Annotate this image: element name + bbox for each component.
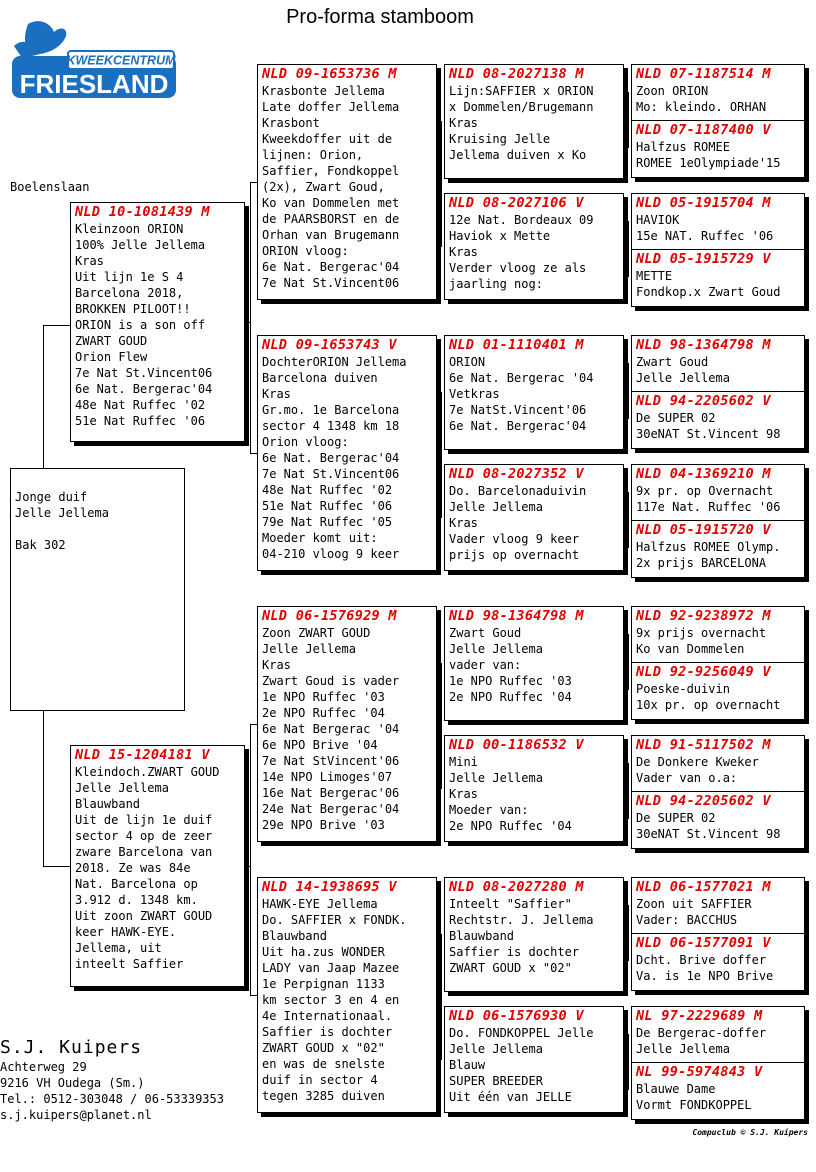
dove-icon	[14, 21, 66, 58]
gen4-box-15	[631, 1006, 805, 1062]
info-line: Kras	[262, 387, 291, 401]
info-line: Uit lijn 1e S 4	[75, 270, 184, 284]
info-line: 6e Nat. Bergerac'04	[262, 451, 400, 465]
ring-number: NLD 15-1204181 V	[75, 747, 210, 763]
info-line: 04-210 vloog 9 keer	[262, 547, 400, 561]
owner-phone: Tel.: 0512-303048 / 06-53339353	[0, 1092, 224, 1106]
info-line: Verder vloog ze als	[449, 261, 587, 275]
connector-line	[441, 663, 442, 789]
info-line: 6e Nat. Bergerac'04	[449, 419, 587, 433]
info-line: Vader vloog 9 keer	[449, 532, 580, 546]
grandsire-paternal-box	[257, 64, 437, 300]
info-line: Orion vloog:	[262, 435, 349, 449]
info-line: Ko van Dommelen	[636, 642, 745, 656]
connector-line	[628, 634, 629, 690]
info-line: keer HAWK-EYE.	[75, 925, 177, 939]
ring-number: NLD 07-1187514 M	[636, 66, 771, 82]
ring-number: NLD 05-1915720 V	[636, 522, 771, 538]
connector-line	[43, 325, 70, 326]
ring-number: NLD 14-1938695 V	[262, 879, 397, 895]
connector-line	[43, 866, 70, 867]
info-line: Jellema duiven x Ko	[449, 148, 587, 162]
connector-line	[628, 221, 629, 277]
info-line: DochterORION Jellema	[262, 355, 407, 369]
info-line: Dcht. Brive doffer	[636, 953, 767, 967]
ring-number: NLD 08-2027138 M	[449, 66, 584, 82]
info-line: Jelle Jellema	[636, 1042, 730, 1056]
gen4-box-9	[631, 606, 805, 662]
info-line: ZWART GOUD x "02"	[449, 961, 572, 975]
info-line: Kras	[449, 787, 478, 801]
info-line: sector 4 op de zeer	[75, 829, 213, 843]
info-line: Kras	[75, 254, 104, 268]
ring-number: NLD 09-1653743 V	[262, 337, 397, 353]
gen4-pair-4	[631, 464, 805, 578]
info-line: ZWART GOUD x "02"	[262, 1041, 385, 1055]
info-line: ZWART GOUD	[75, 334, 148, 348]
ring-number: NLD 08-2027106 V	[449, 195, 584, 211]
ring-number: NLD 91-5117502 M	[636, 737, 771, 753]
info-line: 24e Nat Bergerac'04	[262, 802, 400, 816]
info-line: HAWK-EYE Jellema	[262, 897, 378, 911]
info-line: Mo: kleindo. ORHAN	[636, 100, 767, 114]
info-line: Inteelt "Saffier"	[449, 897, 572, 911]
info-line: Blauwband	[262, 929, 328, 943]
info-line: 9x prijs overnacht	[636, 626, 767, 640]
info-line: tegen 3285 duiven	[262, 1089, 385, 1103]
info-line: Halfzus ROMEE	[636, 140, 730, 154]
info-line: 15e NAT. Ruffec '06	[636, 229, 774, 243]
connector-line	[441, 121, 442, 247]
info-line	[15, 521, 180, 537]
info-line: Zwart Goud is vader	[262, 674, 400, 688]
info-line: Barcelona 2018,	[75, 286, 184, 300]
info-line: Uit de lijn 1e duif	[75, 813, 213, 827]
info-line: 30eNAT St.Vincent 98	[636, 827, 781, 841]
ring-number: NLD 01-1110401 M	[449, 337, 584, 353]
page-title: Pro-forma stamboom	[286, 6, 474, 28]
info-line: ORION	[449, 355, 486, 369]
gen4-pair-1	[631, 64, 805, 178]
info-line: Orion Flew	[75, 350, 148, 364]
info-line: Blauw	[449, 1058, 486, 1072]
info-line: 51e Nat Ruffec '06	[75, 414, 206, 428]
info-line: 48e Nat Ruffec '02	[262, 483, 393, 497]
info-line: 16e Nat Bergerac'06	[262, 786, 400, 800]
gen4-box-11	[631, 735, 805, 791]
ring-number: NLD 05-1915704 M	[636, 195, 771, 211]
info-line: Vader: BACCHUS	[636, 913, 738, 927]
info-line: Blauwband	[75, 797, 141, 811]
gen4-box-6	[631, 391, 805, 449]
info-line: Ko van Dommelen met	[262, 196, 400, 210]
info-line: 100% Jelle Jellema	[75, 238, 206, 252]
connector-line	[250, 182, 257, 183]
info-line: 14e NPO Limoges'07	[262, 770, 393, 784]
connector-line	[628, 905, 629, 961]
info-line: Kweekdoffer uit de	[262, 132, 393, 146]
connector-line	[250, 724, 257, 725]
info-line: Jelle Jellema	[449, 642, 543, 656]
info-line: BROKKEN PILOOT!!	[75, 302, 191, 316]
info-line: LADY van Jaap Mazee	[262, 961, 400, 975]
granddam-paternal-box	[257, 335, 437, 571]
gen3-box-8	[444, 1006, 624, 1113]
info-line: 1e NPO Ruffec '03	[262, 690, 385, 704]
info-line: 7e Nat St.Vincent06	[75, 366, 213, 380]
info-line: 2x prijs BARCELONA	[636, 556, 767, 570]
info-line: 3.912 d. 1348 km.	[75, 893, 198, 907]
info-line: (2x), Zwart Goud,	[262, 180, 385, 194]
info-line: Gr.mo. 1e Barcelona	[262, 403, 400, 417]
gen3-box-7	[444, 877, 624, 992]
info-line: 30eNAT St.Vincent 98	[636, 427, 781, 441]
gen4-pair-6	[631, 735, 805, 849]
info-line: 6e Nat. Bergerac'04	[262, 260, 400, 274]
info-line: Vader van o.a:	[636, 771, 738, 785]
info-line: Saffier is dochter	[449, 945, 580, 959]
gen4-box-2	[631, 120, 805, 178]
subject-box	[10, 468, 185, 711]
info-line: 51e Nat Ruffec '06	[262, 499, 393, 513]
info-line: Blauwe Dame	[636, 1082, 716, 1096]
ring-number: NLD 05-1915729 V	[636, 251, 771, 267]
ring-number: NLD 06-1576930 V	[449, 1008, 584, 1024]
info-line: de PAARSBORST en de	[262, 212, 400, 226]
info-line: duif in sector 4	[262, 1073, 378, 1087]
connector-line	[441, 392, 442, 518]
info-line: Kras	[262, 658, 291, 672]
info-line: zware Barcelona van	[75, 845, 213, 859]
ring-number: NLD 94-2205602 V	[636, 793, 771, 809]
connector-line	[628, 363, 629, 419]
gen4-box-16	[631, 1062, 805, 1120]
gen4-box-8	[631, 520, 805, 578]
info-line: 2018. Ze was 84e	[75, 861, 191, 875]
info-line: 2e NPO Ruffec '04	[262, 706, 385, 720]
info-line: Lijn:SAFFIER x ORION	[449, 84, 594, 98]
gen4-box-1	[631, 64, 805, 120]
gen4-pair-8	[631, 1006, 805, 1120]
ring-number: NLD 92-9256049 V	[636, 664, 771, 680]
granddam-maternal-box	[257, 877, 437, 1113]
info-line: Uit ha.zus WONDER	[262, 945, 385, 959]
gen3-box-3	[444, 335, 624, 450]
gen4-box-13	[631, 877, 805, 933]
info-line: 4e Internationaal.	[262, 1009, 393, 1023]
info-line: 7e Nat St.Vincent06	[262, 276, 400, 290]
gen3-box-4	[444, 464, 624, 571]
ring-number: NLD 08-2027280 M	[449, 879, 584, 895]
info-line: km sector 3 en 4 en	[262, 993, 400, 1007]
info-line: METTE	[636, 269, 673, 283]
connector-line	[245, 322, 250, 323]
ring-number: NLD 98-1364798 M	[636, 337, 771, 353]
info-line: Orhan van Brugemann	[262, 228, 400, 242]
info-line: vader van:	[449, 658, 522, 672]
ring-number: NLD 94-2205602 V	[636, 393, 771, 409]
info-line: Vormt FONDKOPPEL	[636, 1098, 752, 1112]
info-line: Do. SAFFIER x FONDK.	[262, 913, 407, 927]
info-line: Vetkras	[449, 387, 500, 401]
gen3-box-5	[444, 606, 624, 721]
father-box	[70, 202, 245, 442]
info-line: Kruising Jelle	[449, 132, 551, 146]
gen4-box-10	[631, 662, 805, 720]
info-line: 79e Nat Ruffec '05	[262, 515, 393, 529]
connector-line	[250, 995, 257, 996]
info-line: De Bergerac-doffer	[636, 1026, 767, 1040]
info-line: Rechtstr. J. Jellema	[449, 913, 594, 927]
ring-number: NLD 10-1081439 M	[75, 204, 210, 220]
connector-line	[43, 711, 44, 866]
info-line: inteelt Saffier	[75, 957, 184, 971]
info-line: Saffier is dochter	[262, 1025, 393, 1039]
info-line: ORION vloog:	[262, 244, 349, 258]
connector-line	[441, 934, 442, 1060]
svg-text:KWEEKCENTRUM: KWEEKCENTRUM	[66, 53, 176, 68]
info-line: 29e NPO Brive '03	[262, 818, 385, 832]
info-line: Blauwband	[449, 929, 515, 943]
gen4-pair-5	[631, 606, 805, 720]
mother-box	[70, 745, 245, 987]
info-line: Jelle Jellema	[449, 771, 543, 785]
info-line: 1e NPO Ruffec '03	[449, 674, 572, 688]
info-line: Jellema, uit	[75, 941, 162, 955]
connector-line	[250, 453, 257, 454]
info-line: Halfzus ROMEE Olymp.	[636, 540, 781, 554]
ring-number: NLD 00-1186532 V	[449, 737, 584, 753]
info-line: 2e NPO Ruffec '04	[449, 690, 572, 704]
info-line: prijs op overnacht	[449, 548, 580, 562]
owner-name: S.J. Kuipers	[0, 1037, 143, 1058]
info-line: 6e Nat. Bergerac '04	[449, 371, 594, 385]
info-line: Bak 302	[15, 538, 66, 552]
info-line: Do. FONDKOPPEL Jelle	[449, 1026, 594, 1040]
info-line: Poeske-duivin	[636, 682, 730, 696]
info-line: 2e NPO Ruffec '04	[449, 819, 572, 833]
info-line: 10x pr. op overnacht	[636, 698, 781, 712]
info-line: Kleinzoon ORION	[75, 222, 184, 236]
info-line: 6e Nat Bergerac '04	[262, 722, 400, 736]
info-line: Uit één van JELLE	[449, 1090, 572, 1104]
connector-line	[250, 182, 251, 453]
gen4-box-3	[631, 193, 805, 249]
info-line: HAVIOK	[636, 213, 680, 227]
ring-number: NLD 09-1653736 M	[262, 66, 397, 82]
svg-text:FRIESLAND: FRIESLAND	[19, 69, 169, 99]
ring-number: NLD 06-1576929 M	[262, 608, 397, 624]
info-line: Kras	[449, 245, 478, 259]
ring-number: NLD 06-1577021 M	[636, 879, 771, 895]
info-line: Zoon ORION	[636, 84, 709, 98]
gen4-pair-3	[631, 335, 805, 449]
info-line: Moeder van:	[449, 803, 529, 817]
info-line: Mini	[449, 755, 478, 769]
info-line: Jelle Jellema	[449, 500, 543, 514]
info-line: Krasbonte Jellema	[262, 84, 385, 98]
info-line: Kras	[449, 516, 478, 530]
connector-line	[250, 724, 251, 995]
info-line: 7e Nat StVincent'06	[262, 754, 400, 768]
info-line: sector 4 1348 km 18	[262, 419, 400, 433]
info-line: Krasbont	[262, 116, 320, 130]
info-line: Late doffer Jellema	[262, 100, 400, 114]
connector-line	[628, 763, 629, 819]
info-line: Jelle Jellema	[449, 1042, 543, 1056]
info-line: Moeder komt uit:	[262, 531, 378, 545]
info-line: Kleindoch.ZWART GOUD	[75, 765, 220, 779]
info-line: en was de snelste	[262, 1057, 385, 1071]
info-line: ROMEE 1eOlympiade'15	[636, 156, 781, 170]
info-line: De SUPER 02	[636, 811, 716, 825]
info-line: Uit zoon ZWART GOUD	[75, 909, 213, 923]
info-line: Jelle Jellema	[75, 781, 169, 795]
info-line: Kras	[449, 116, 478, 130]
gen4-box-12	[631, 791, 805, 849]
ring-number: NL 99-5974843 V	[636, 1064, 763, 1080]
gen4-box-5	[631, 335, 805, 391]
info-line: Zoon uit SAFFIER	[636, 897, 752, 911]
gen4-pair-2	[631, 193, 805, 307]
ring-number: NLD 08-2027352 V	[449, 466, 584, 482]
connector-line	[43, 325, 44, 468]
connector-line	[628, 492, 629, 548]
connector-line	[245, 866, 250, 867]
owner-block	[0, 1037, 224, 1123]
info-line: 48e Nat Ruffec '02	[75, 398, 206, 412]
info-line: De Donkere Kweker	[636, 755, 759, 769]
footer-credit: Compuclub © S.J. Kuipers	[692, 1128, 808, 1137]
gen3-box-2	[444, 193, 624, 300]
info-line: Jelle Jellema	[262, 642, 356, 656]
info-line: Zwart Goud	[636, 355, 709, 369]
gen3-box-6	[444, 735, 624, 842]
info-line: Do. Barcelonaduivin	[449, 484, 587, 498]
gen3-box-1	[444, 64, 624, 179]
connector-line	[628, 92, 629, 148]
ring-number: NLD 92-9238972 M	[636, 608, 771, 624]
gen4-box-4	[631, 249, 805, 307]
connector-line	[628, 1034, 629, 1090]
gen4-pair-7	[631, 877, 805, 991]
info-line: Haviok x Mette	[449, 229, 551, 243]
info-line: 12e Nat. Bordeaux 09	[449, 213, 594, 227]
owner-address: Achterweg 29	[0, 1060, 87, 1074]
info-line: 9x pr. op Overnacht	[636, 484, 774, 498]
info-line: 7e Nat St.Vincent06	[262, 467, 400, 481]
info-line: jaarling nog:	[449, 277, 543, 291]
street-label: Boelenslaan	[10, 180, 90, 194]
info-line: 6e NPO Brive '04	[262, 738, 378, 752]
info-line: lijnen: Orion,	[262, 148, 364, 162]
grandsire-maternal-box	[257, 606, 437, 842]
info-line: SUPER BREEDER	[449, 1074, 543, 1088]
kweekcentrum-logo	[10, 16, 180, 100]
ring-number: NL 97-2229689 M	[636, 1008, 763, 1024]
owner-city: 9216 VH Oudega (Sm.)	[0, 1076, 145, 1090]
ring-number: NLD 98-1364798 M	[449, 608, 584, 624]
info-line: ORION is a son off	[75, 318, 206, 332]
info-line: Va. is 1e NPO Brive	[636, 969, 774, 983]
info-line: 117e Nat. Ruffec '06	[636, 500, 781, 514]
info-line: 1e Perpignan 1133	[262, 977, 385, 991]
info-line: 7e NatSt.Vincent'06	[449, 403, 587, 417]
info-line: Barcelona duiven	[262, 371, 378, 385]
info-line: Zwart Goud	[449, 626, 522, 640]
owner-email[interactable]: s.j.kuipers@planet.nl	[0, 1108, 152, 1122]
info-line: 6e Nat. Bergerac'04	[75, 382, 213, 396]
ring-number: NLD 06-1577091 V	[636, 935, 771, 951]
info-line: Saffier, Fondkoppel	[262, 164, 400, 178]
info-line: Zoon ZWART GOUD	[262, 626, 371, 640]
info-line: x Dommelen/Brugemann	[449, 100, 594, 114]
ring-number: NLD 04-1369210 M	[636, 466, 771, 482]
info-line: De SUPER 02	[636, 411, 716, 425]
info-line: Jonge duif	[15, 490, 88, 504]
gen4-box-14	[631, 933, 805, 991]
ring-number: NLD 07-1187400 V	[636, 122, 771, 138]
info-line: Jelle Jellema	[636, 371, 730, 385]
info-line: Fondkop.x Zwart Goud	[636, 285, 781, 299]
info-line: Jelle Jellema	[15, 506, 109, 520]
info-line: Nat. Barcelona op	[75, 877, 198, 891]
gen4-box-7	[631, 464, 805, 520]
